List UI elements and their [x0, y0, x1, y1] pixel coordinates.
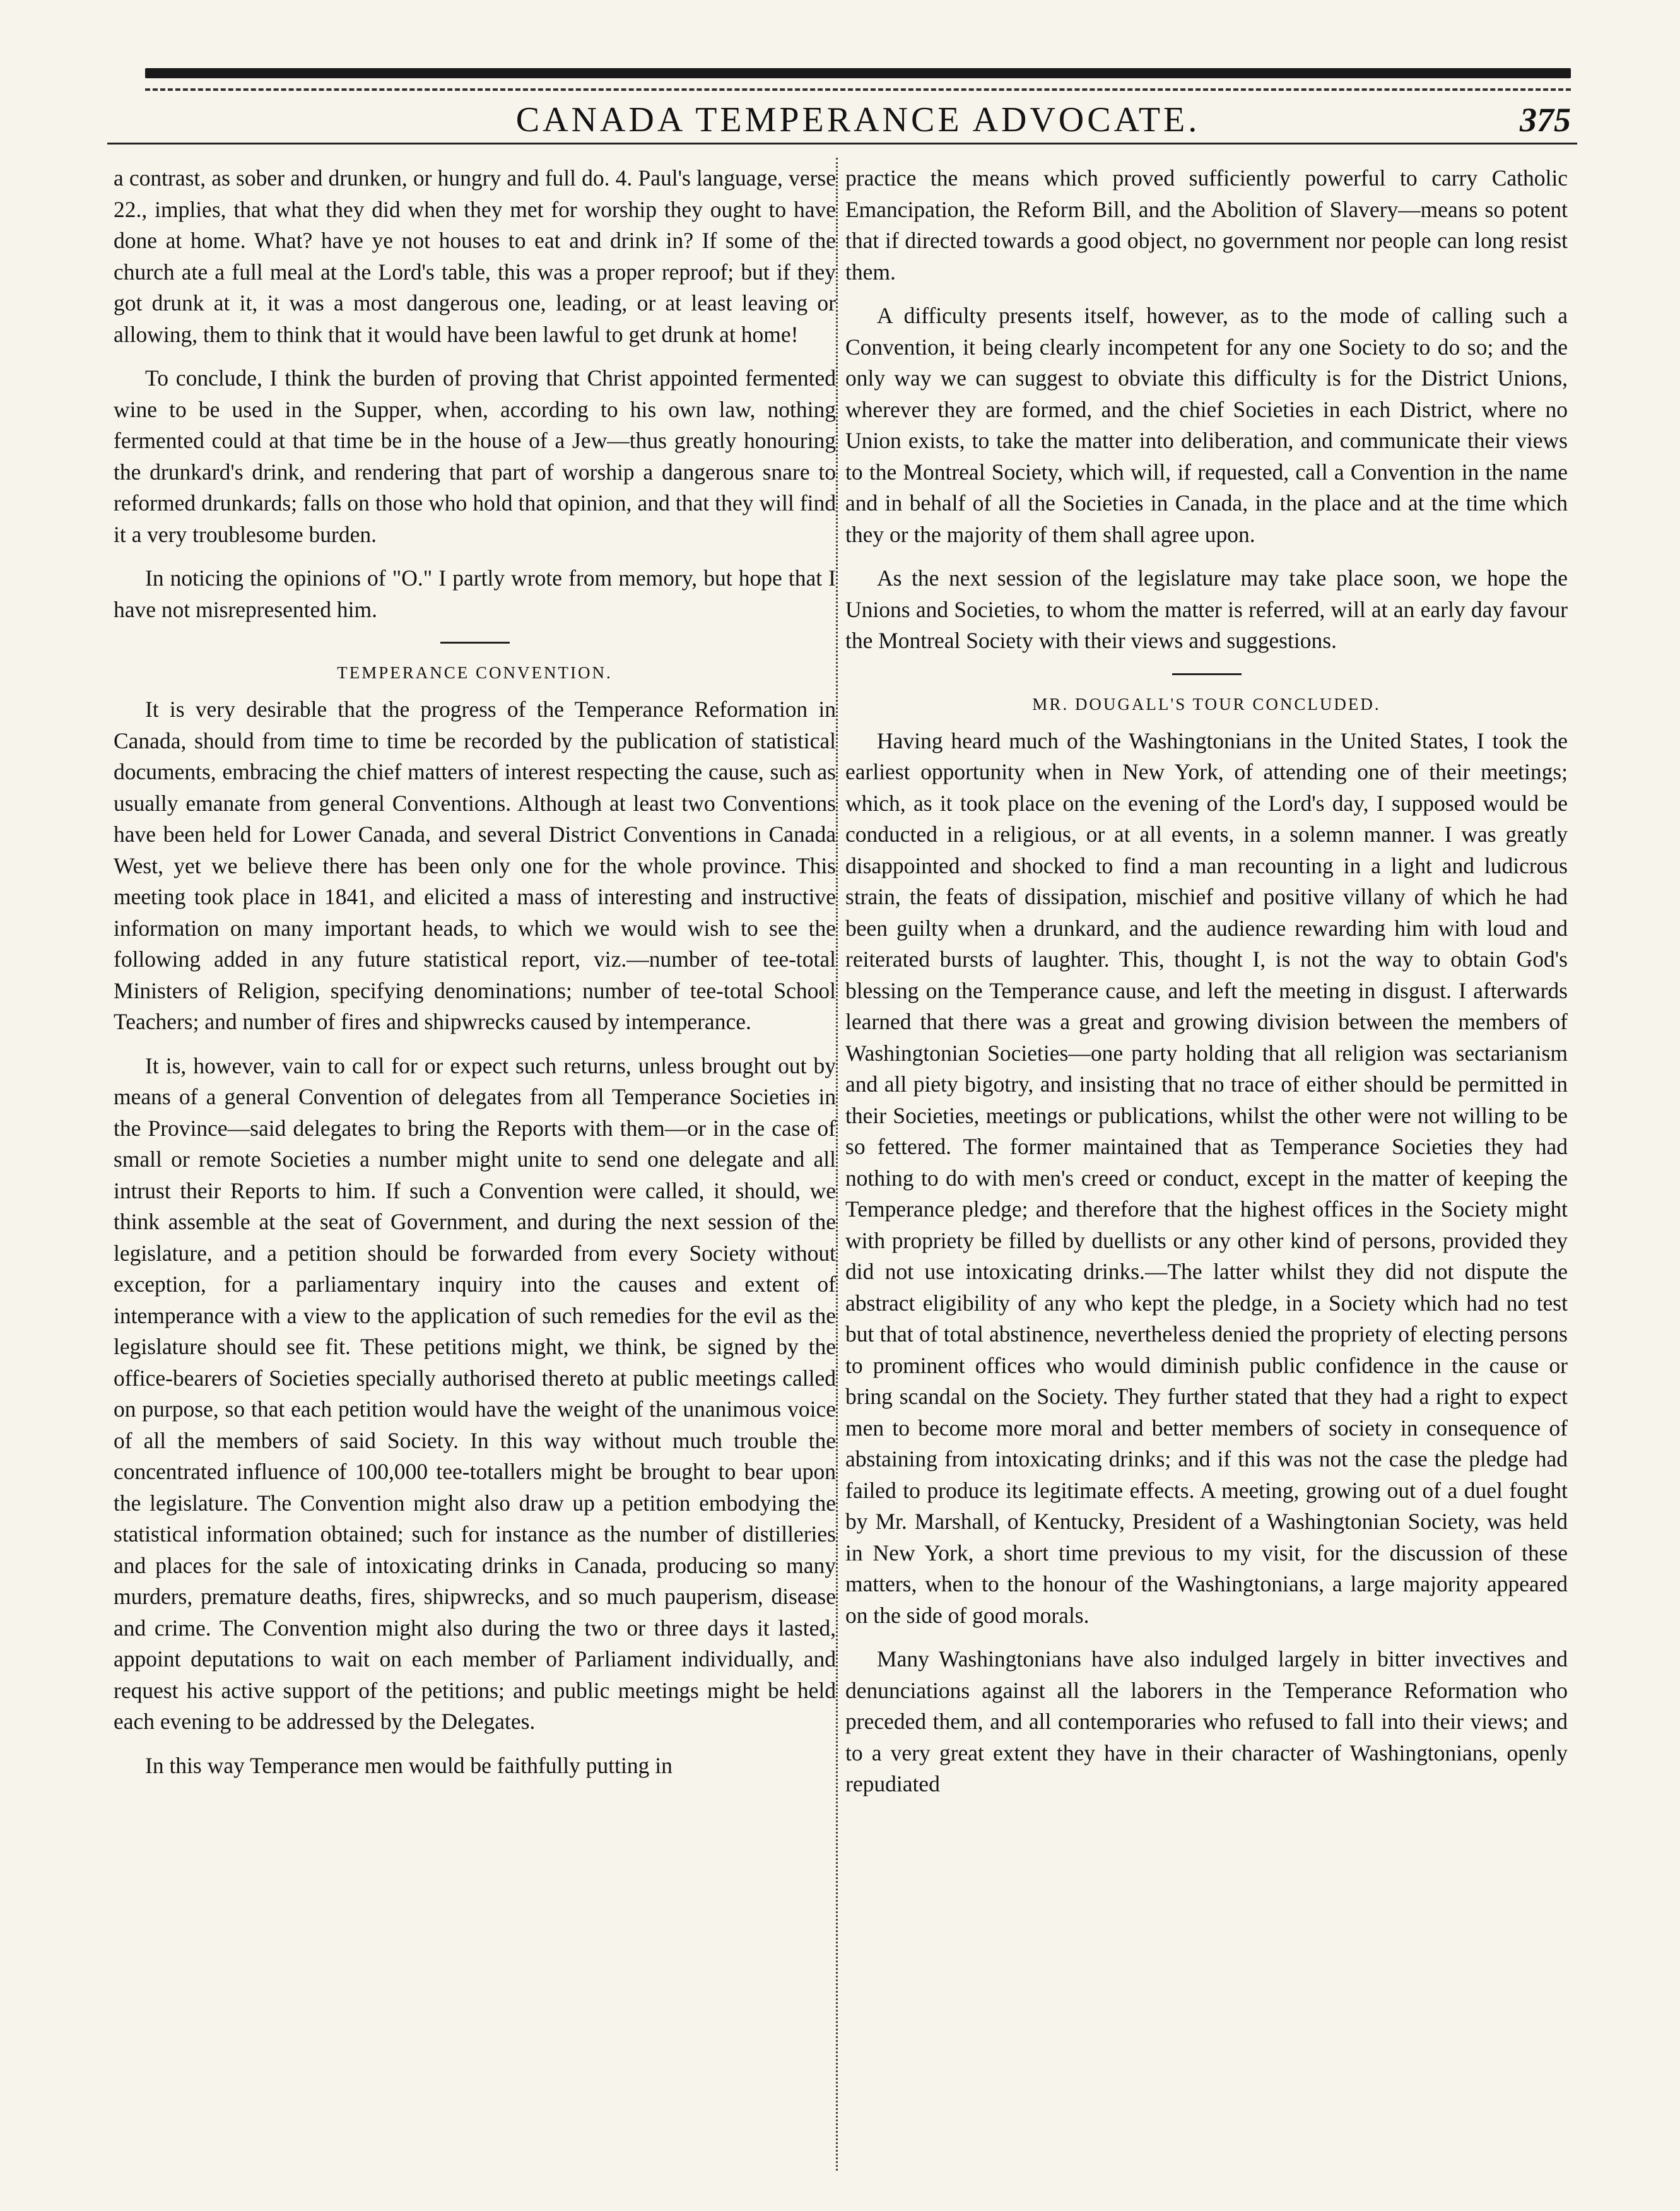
- masthead: [145, 95, 1571, 145]
- left-paragraph-4: It is very desirable that the progress of the Temperance Reformation in Canada, should from time to time be recorded by the publication of statistical documents, embracing the chief matters of interest respecting the cause, such as usually emanate from general Conventions. Although at least two Conventions have been held for Lower Canada, and several District Conventions in Canada West, yet we believe there has been only one for the whole province. This meeting took place in 1841, and elicited a mass of interesting and instructive information on many important heads, to which we would wish to see the following added in any future statistical report, viz.—number of tee-total Ministers of Religion, specifying denominations; number of tee-total School Teachers; and number of fires and shipwrecks caused by intemperance.: [114, 697, 836, 1034]
- left-paragraph-2: To conclude, I think the burden of proving that Christ appointed fermented wine to be used in the Supper, when, according to his own law, nothing fermented could at that time be in the house of a Jew—thus greatly honouring the drunkard's drink, and rendering that part of worship a dangerous snare to reformed drunkards; falls on those who hold that opinion, and that they will find it a very troublesome burden.: [114, 365, 836, 547]
- right-paragraph-4: Having heard much of the Washingtonians in the United States, I took the earliest opportunity when in New York, of attending one of their meetings; which, as it took place on the evening of the Lord's day, I supposed would be conducted in a religious, or at all events, in a solemn manner. I was greatly disappointed and shocked to find a man recounting in a light and ludicrous strain, the feats of dissipation, mischief and positive villany of which he had been guilty when a drunkard, and the audience rewarding him with loud and reiterated bursts of laughter. This, thought I, is not the way to obtain God's blessing on the Temperance cause, and left the meeting in disgust. I afterwards learned that there was a great and growing division between the members of Washingtonian Societies—one party holding that all religion was sectarianism and all piety bigotry, and insisting that no trace of either should be permitted in their Societies, meetings or publications, whilst the other were not willing to be so fettered. The former maintained that as Temperance Societies they had nothing to do with men's creed or conduct, except in the matter of keeping the Temperance pledge; and therefore that the highest offices in the Society might with propriety be filled by duellists or any other kind of persons, provided they did not use intoxicating drinks.—The latter whilst they did not dispute the abstract eligibility of any who kept the pledge, in a Society which had no test but that of total abstinence, nevertheless denied the propriety of electing persons to prominent offices who would diminish public confidence in the cause or bring scandal on the Society. They further stated that they had a right to expect men to become more moral and better members of society in consequence of abstaining from intoxicating drinks; and if this was not the case the pledge had failed to produce its legitimate effects. A meeting, growing out of a duel fought by Mr. Marshall, of Kentucky, President of a Washingtonian Society, was held in New York, a short time previous to my visit, for the discussion of these matters, when to the honour of the Washingtonians, a large majority appeared on the side of good morals.: [845, 728, 1568, 1628]
- column-divider: [836, 158, 838, 2171]
- section-divider: [1172, 673, 1242, 675]
- right-paragraph-2: A difficulty presents itself, however, as to the mode of calling such a Convention, it being clearly incompetent for any one Society to do so; and the only way we can suggest to obviate this difficulty is for the District Unions, wherever they are formed, and the chief Societies in each District, where no Union exists, to take the matter into deliberation, and communicate their views to the Montreal Society, which will, if requested, call a Convention in the name and in behalf of all the Societies in Canada, in the place and at the time which they or the majority of them shall agree upon.: [845, 303, 1568, 547]
- top-border-rule: [145, 68, 1571, 78]
- running-title: CANADA TEMPERANCE ADVOCATE.: [515, 100, 1201, 139]
- left-paragraph-6: In this way Temperance men would be faithfully putting in: [145, 1752, 673, 1778]
- right-paragraph-3: As the next session of the legislature may take place soon, we hope the Unions and Societies, to whom the matter is referred, will at an early day favour the Montreal Society with their views and suggestions.: [845, 565, 1568, 653]
- left-paragraph-1: a contrast, as sober and drunken, or hungry and full do. 4. Paul's language, verse 22., implies, that what they did when they met for worship they ought to have done at home. What? have ye not houses to eat and drink in? If some of the church ate a full meal at the Lord's table, this was a proper reproof; but if they got drunk at it, it was a most dangerous one, leading, or at least leaving or allowing, them to think that it would have been lawful to get drunk at home!: [114, 165, 836, 347]
- section-divider: [440, 642, 510, 644]
- right-column: [845, 163, 1568, 1813]
- section-heading-temperance-convention: TEMPERANCE CONVENTION.: [337, 663, 613, 682]
- page-number: 375: [1520, 101, 1571, 139]
- right-paragraph-1: practice the means which proved sufficiently powerful to carry Catholic Emancipation, the Reform Bill, and the Abolition of Slavery—means so potent that if directed towards a good object, no government nor people can long resist them.: [845, 165, 1568, 285]
- right-paragraph-5: Many Washingtonians have also indulged largely in bitter invectives and denunciations against all the laborers in the Temperance Reformation who preceded them, and all contemporaries who refused to fall into their views; and to a very great extent they have in their character of Washingtonians, openly repudiated: [845, 1646, 1568, 1796]
- left-paragraph-3: In noticing the opinions of "O." I partly wrote from memory, but hope that I have not misrepresented him.: [114, 565, 836, 622]
- left-column: [114, 163, 836, 1794]
- section-heading-dougalls-tour: MR. DOUGALL'S TOUR CONCLUDED.: [1032, 694, 1381, 714]
- left-paragraph-5: It is, however, vain to call for or expect such returns, unless brought out by means of a general Convention of delegates from all Temperance Societies in the Province—said delegates to bring the Reports with them—or in the case of small or remote Societies a number might unite to send one delegate and all intrust their Reports to him. If such a Convention were called, it should, we think assemble at the seat of Government, and during the next session of the legislature, and a petition should be forwarded from every Society without exception, for a parliamentary inquiry into the causes and extent of intemperance with a view to the application of such remedies for the evil as the legislature should see fit. These petitions might, we think, be signed by the office-bearers of Societies specially authorised thereto at public meetings called on purpose, so that each petition would have the weight of the unanimous voice of all the members of said Society. In this way without much trouble the concentrated influence of 100,000 tee-totallers might be brought to bear upon the legislature. The Convention might also draw up a petition embodying the statistical information obtained; such for instance as the number of distilleries and places for the sale of intoxicating drinks in Canada, producing so many murders, premature deaths, fires, shipwrecks, and so much pauperism, disease and crime. The Convention might also during the two or three days it lasted, appoint deputations to wait on each member of Parliament individually, and request his active support of the petitions; and public meetings might be held each evening to be addressed by the Delegates.: [114, 1052, 836, 1734]
- header-rule: [107, 143, 1577, 144]
- top-dashed-rule: [145, 88, 1571, 91]
